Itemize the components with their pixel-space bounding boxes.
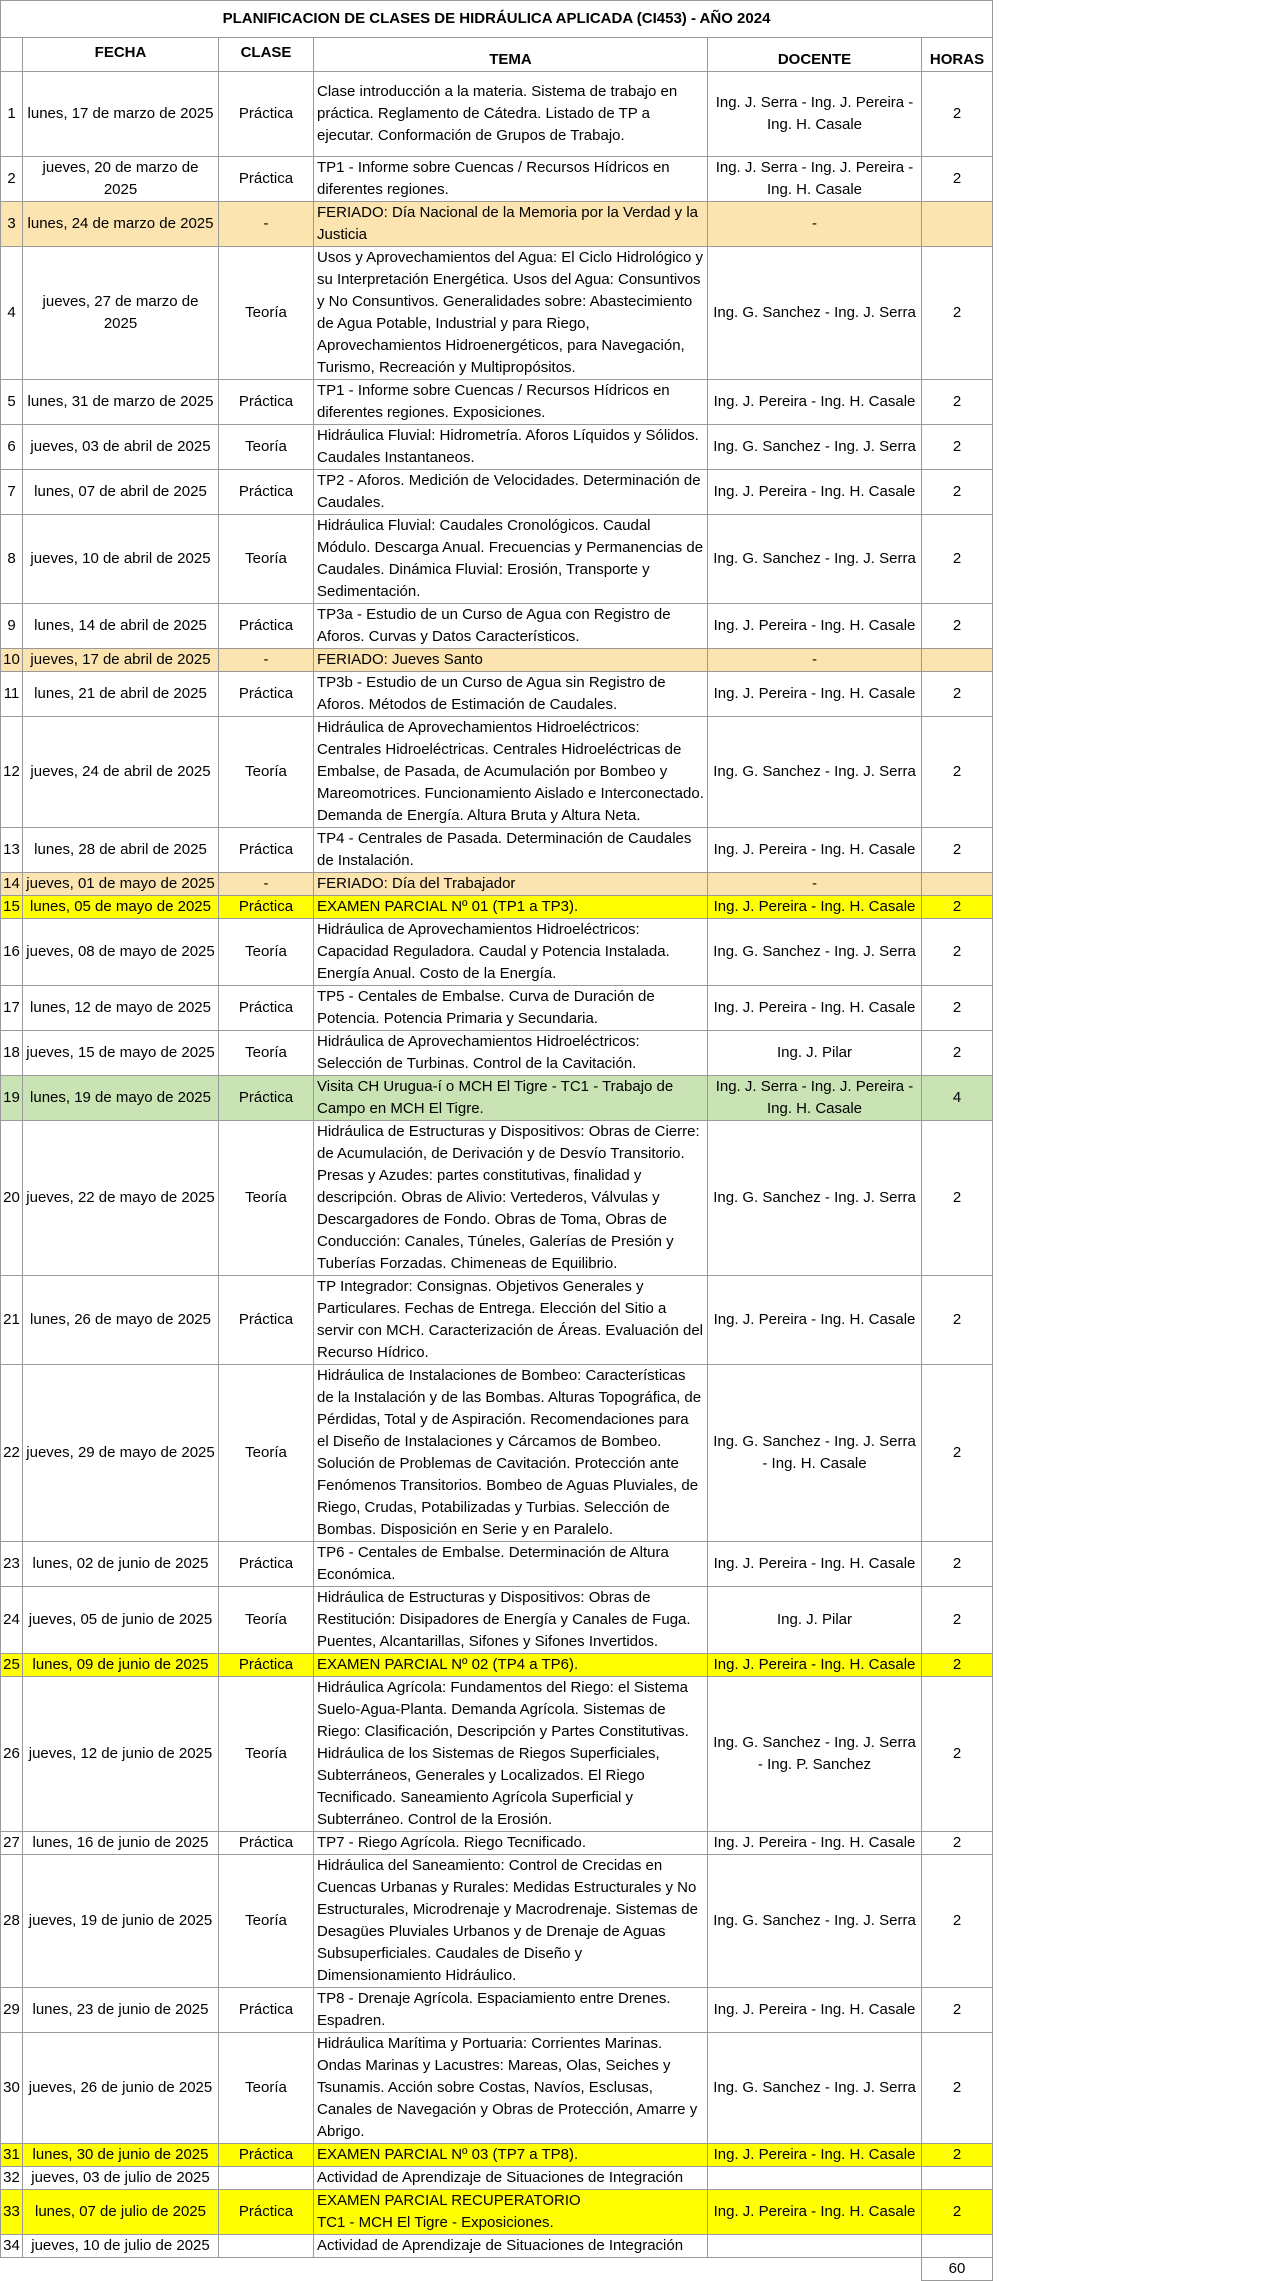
row-horas[interactable]: 2: [922, 1832, 993, 1855]
row-clase[interactable]: Práctica: [219, 986, 314, 1031]
row-docente[interactable]: Ing. J. Pilar: [708, 1031, 922, 1076]
row-horas[interactable]: 2: [922, 1365, 993, 1542]
row-horas[interactable]: 2: [922, 2144, 993, 2167]
row-docente[interactable]: Ing. J. Pereira - Ing. H. Casale: [708, 1542, 922, 1587]
row-docente[interactable]: Ing. G. Sanchez - Ing. J. Serra: [708, 919, 922, 986]
row-fecha[interactable]: lunes, 07 de julio de 2025: [23, 2190, 219, 2235]
blank-cell: [219, 2258, 314, 2281]
row-docente[interactable]: -: [708, 649, 922, 672]
row-fecha[interactable]: jueves, 05 de junio de 2025: [23, 1587, 219, 1654]
row-horas[interactable]: 2: [922, 470, 993, 515]
row-tema[interactable]: Hidráulica Agrícola: Fundamentos del Riego: el Sistema Suelo-Agua-Planta. Demanda Agrícola. Sistemas de Riego: Clasificación, Descripción y Partes Constitutivas. Hidráulica de los Sistemas de Riegos Superficiales, Subterráneos, Generales y Localizados. El Riego Tecnificado. Saneamiento Agrícola Superficial y Subterráneo. Control de la Erosión.: [314, 1677, 708, 1832]
row-clase[interactable]: Práctica: [219, 896, 314, 919]
row-tema[interactable]: Hidráulica de Instalaciones de Bombeo: Características de la Instalación y de las Bombas. Alturas Topográfica, de Pérdidas, Total y de Aspiración. Recomendaciones para el Diseño de Instalaciones y Cárcamos de Bombeo. Solución de Problemas de Cavitación. Protección ante Fenómenos Transitorios. Bombeo de Aguas Pluviales, de Riego, Crudas, Potabilizadas y Turbias. Selección de Bombas. Disposición en Serie y en Paralelo.: [314, 1365, 708, 1542]
row-horas[interactable]: 2: [922, 896, 993, 919]
row-fecha[interactable]: jueves, 08 de mayo de 2025: [23, 919, 219, 986]
row-clase[interactable]: Práctica: [219, 470, 314, 515]
row-horas[interactable]: 4: [922, 1076, 993, 1121]
row-horas[interactable]: 2: [922, 2033, 993, 2144]
row-tema[interactable]: TP7 - Riego Agrícola. Riego Tecnificado.: [314, 1832, 708, 1855]
row-fecha[interactable]: jueves, 03 de julio de 2025: [23, 2167, 219, 2190]
title-row: [1, 1, 993, 38]
header-docente[interactable]: DOCENTE: [708, 38, 922, 72]
row-clase[interactable]: Práctica: [219, 72, 314, 157]
row-number[interactable]: 25: [1, 1654, 23, 1677]
row-horas[interactable]: 2: [922, 515, 993, 604]
row-clase[interactable]: Teoría: [219, 1031, 314, 1076]
row-tema[interactable]: TP6 - Centales de Embalse. Determinación de Altura Económica.: [314, 1542, 708, 1587]
row-tema[interactable]: Clase introducción a la materia. Sistema de trabajo en práctica. Reglamento de Cátedra. Listado de TP a ejecutar. Conformación de Grupos de Trabajo.: [314, 72, 708, 157]
row-number[interactable]: 23: [1, 1542, 23, 1587]
row-horas[interactable]: [922, 2167, 993, 2190]
row-docente[interactable]: Ing. J. Pereira - Ing. H. Casale: [708, 986, 922, 1031]
row-clase[interactable]: Práctica: [219, 1076, 314, 1121]
row-docente[interactable]: Ing. J. Pereira - Ing. H. Casale: [708, 672, 922, 717]
row-tema[interactable]: Hidráulica Marítima y Portuaria: Corrientes Marinas. Ondas Marinas y Lacustres: Mareas, Olas, Seiches y Tsunamis. Acción sobre Costas, Navíos, Esclusas, Canales de Navegación y Obras de Protección, Amarre y Abrigo.: [314, 2033, 708, 2144]
row-tema[interactable]: EXAMEN PARCIAL RECUPERATORIO TC1 - MCH El Tigre - Exposiciones.: [314, 2190, 708, 2235]
blank-cell: [708, 2258, 922, 2281]
table-row: [1, 1654, 993, 1677]
table-row: [1, 2144, 993, 2167]
table-row: [1, 873, 993, 896]
row-number[interactable]: 32: [1, 2167, 23, 2190]
row-horas[interactable]: 2: [922, 247, 993, 380]
row-horas[interactable]: 2: [922, 1677, 993, 1832]
table-row: [1, 649, 993, 672]
table-row: [1, 425, 993, 470]
row-fecha[interactable]: lunes, 09 de junio de 2025: [23, 1654, 219, 1677]
row-docente[interactable]: [708, 2235, 922, 2258]
row-tema[interactable]: TP3b - Estudio de un Curso de Agua sin Registro de Aforos. Métodos de Estimación de Caudales.: [314, 672, 708, 717]
row-fecha[interactable]: lunes, 14 de abril de 2025: [23, 604, 219, 649]
row-tema[interactable]: EXAMEN PARCIAL Nº 02 (TP4 a TP6).: [314, 1654, 708, 1677]
row-fecha[interactable]: jueves, 01 de mayo de 2025: [23, 873, 219, 896]
row-horas[interactable]: 2: [922, 986, 993, 1031]
row-fecha[interactable]: jueves, 22 de mayo de 2025: [23, 1121, 219, 1276]
table-row: [1, 1587, 993, 1654]
row-clase[interactable]: -: [219, 202, 314, 247]
row-number[interactable]: 24: [1, 1587, 23, 1654]
row-docente[interactable]: -: [708, 202, 922, 247]
row-tema[interactable]: TP4 - Centrales de Pasada. Determinación de Caudales de Instalación.: [314, 828, 708, 873]
row-number[interactable]: 33: [1, 2190, 23, 2235]
row-fecha[interactable]: lunes, 17 de marzo de 2025: [23, 72, 219, 157]
table-row: [1, 2235, 993, 2258]
row-horas[interactable]: 2: [922, 1587, 993, 1654]
row-fecha[interactable]: lunes, 30 de junio de 2025: [23, 2144, 219, 2167]
row-tema[interactable]: Actividad de Aprendizaje de Situaciones de Integración: [314, 2235, 708, 2258]
row-docente[interactable]: Ing. J. Pereira - Ing. H. Casale: [708, 470, 922, 515]
header-num[interactable]: [1, 38, 23, 72]
row-docente[interactable]: Ing. J. Pereira - Ing. H. Casale: [708, 604, 922, 649]
row-clase[interactable]: Teoría: [219, 425, 314, 470]
row-clase[interactable]: Práctica: [219, 1654, 314, 1677]
row-fecha[interactable]: lunes, 16 de junio de 2025: [23, 1832, 219, 1855]
row-docente[interactable]: Ing. J. Serra - Ing. J. Pereira - Ing. H. Casale: [708, 1076, 922, 1121]
row-number[interactable]: 9: [1, 604, 23, 649]
row-tema[interactable]: TP1 - Informe sobre Cuencas / Recursos Hídricos en diferentes regiones. Exposiciones.: [314, 380, 708, 425]
row-docente[interactable]: Ing. G. Sanchez - Ing. J. Serra: [708, 425, 922, 470]
header-fecha[interactable]: FECHA: [23, 38, 219, 72]
row-horas[interactable]: 2: [922, 1542, 993, 1587]
row-clase[interactable]: -: [219, 649, 314, 672]
row-docente[interactable]: Ing. J. Pereira - Ing. H. Casale: [708, 1654, 922, 1677]
row-clase[interactable]: Práctica: [219, 2144, 314, 2167]
row-clase[interactable]: Práctica: [219, 2190, 314, 2235]
row-docente[interactable]: Ing. G. Sanchez - Ing. J. Serra: [708, 1121, 922, 1276]
row-number[interactable]: 7: [1, 470, 23, 515]
row-number[interactable]: 10: [1, 649, 23, 672]
blank-cell: [1, 2258, 23, 2281]
table-row: [1, 828, 993, 873]
row-horas[interactable]: 2: [922, 919, 993, 986]
row-fecha[interactable]: lunes, 12 de mayo de 2025: [23, 986, 219, 1031]
table-row: [1, 380, 993, 425]
row-number[interactable]: 20: [1, 1121, 23, 1276]
row-docente[interactable]: Ing. J. Pereira - Ing. H. Casale: [708, 828, 922, 873]
row-horas[interactable]: 2: [922, 380, 993, 425]
row-number[interactable]: 31: [1, 2144, 23, 2167]
total-horas[interactable]: 60: [922, 2258, 993, 2281]
row-number[interactable]: 15: [1, 896, 23, 919]
row-horas[interactable]: [922, 202, 993, 247]
row-number[interactable]: 16: [1, 919, 23, 986]
row-horas[interactable]: 2: [922, 2190, 993, 2235]
table-row: [1, 1031, 993, 1076]
row-tema[interactable]: Visita CH Urugua-í o MCH El Tigre - TC1 - Trabajo de Campo en MCH El Tigre.: [314, 1076, 708, 1121]
header-clase[interactable]: CLASE: [219, 38, 314, 72]
table-row: [1, 515, 993, 604]
row-docente[interactable]: Ing. J. Pereira - Ing. H. Casale: [708, 380, 922, 425]
row-docente[interactable]: Ing. J. Pereira - Ing. H. Casale: [708, 2144, 922, 2167]
row-clase[interactable]: [219, 2167, 314, 2190]
row-tema[interactable]: TP5 - Centales de Embalse. Curva de Duración de Potencia. Potencia Primaria y Secundaria.: [314, 986, 708, 1031]
row-tema[interactable]: Hidráulica del Saneamiento: Control de Crecidas en Cuencas Urbanas y Rurales: Medidas Estructurales y No Estructurales, Microdrenaje y Macrodrenaje. Sistemas de Desagües Pluviales Urbanos y de Drenaje de Aguas Subsuperficiales. Caudales de Diseño y Dimensionamiento Hidráulico.: [314, 1855, 708, 1988]
row-tema[interactable]: TP Integrador: Consignas. Objetivos Generales y Particulares. Fechas de Entrega. Elección del Sitio a servir con MCH. Caracterización de Áreas. Evaluación del Recurso Hídrico.: [314, 1276, 708, 1365]
table-row: [1, 604, 993, 649]
row-clase[interactable]: Teoría: [219, 1677, 314, 1832]
row-number[interactable]: 5: [1, 380, 23, 425]
row-number[interactable]: 6: [1, 425, 23, 470]
row-tema[interactable]: FERIADO: Día del Trabajador: [314, 873, 708, 896]
row-number[interactable]: 26: [1, 1677, 23, 1832]
table-row: [1, 896, 993, 919]
row-horas[interactable]: 2: [922, 157, 993, 202]
row-clase[interactable]: Teoría: [219, 247, 314, 380]
table-row: [1, 157, 993, 202]
row-horas[interactable]: 2: [922, 1654, 993, 1677]
row-number[interactable]: 22: [1, 1365, 23, 1542]
row-fecha[interactable]: jueves, 15 de mayo de 2025: [23, 1031, 219, 1076]
row-horas[interactable]: 2: [922, 1988, 993, 2033]
row-tema[interactable]: Hidráulica de Estructuras y Dispositivos: Obras de Cierre: de Acumulación, de Derivación y de Desvío Transitorio. Presas y Azudes: partes constitutivas, finalidad y descripción. Obras de Alivio: Vertederos, Válvulas y Descargadores de Fondo. Obras de Toma, Obras de Conducción: Canales, Túneles, Galerías de Presión y Tuberías Forzadas. Chimeneas de Equilibrio.: [314, 1121, 708, 1276]
row-clase[interactable]: Teoría: [219, 919, 314, 986]
table-row: [1, 1276, 993, 1365]
row-fecha[interactable]: jueves, 10 de julio de 2025: [23, 2235, 219, 2258]
row-fecha[interactable]: jueves, 20 de marzo de 2025: [23, 157, 219, 202]
row-tema[interactable]: TP1 - Informe sobre Cuencas / Recursos Hídricos en diferentes regiones.: [314, 157, 708, 202]
table-row: [1, 919, 993, 986]
row-fecha[interactable]: lunes, 07 de abril de 2025: [23, 470, 219, 515]
row-docente[interactable]: Ing. J. Pereira - Ing. H. Casale: [708, 1276, 922, 1365]
row-number[interactable]: 3: [1, 202, 23, 247]
row-horas[interactable]: 2: [922, 1031, 993, 1076]
table-row: [1, 470, 993, 515]
blank-cell: [314, 2258, 708, 2281]
row-horas[interactable]: [922, 2235, 993, 2258]
row-horas[interactable]: [922, 873, 993, 896]
row-clase[interactable]: Teoría: [219, 1855, 314, 1988]
row-docente[interactable]: Ing. G. Sanchez - Ing. J. Serra: [708, 1855, 922, 1988]
row-clase[interactable]: Práctica: [219, 828, 314, 873]
row-fecha[interactable]: lunes, 26 de mayo de 2025: [23, 1276, 219, 1365]
row-number[interactable]: 2: [1, 157, 23, 202]
row-number[interactable]: 27: [1, 1832, 23, 1855]
header-tema[interactable]: TEMA: [314, 38, 708, 72]
row-fecha[interactable]: lunes, 02 de junio de 2025: [23, 1542, 219, 1587]
row-clase[interactable]: Teoría: [219, 1365, 314, 1542]
row-fecha[interactable]: jueves, 10 de abril de 2025: [23, 515, 219, 604]
row-number[interactable]: 34: [1, 2235, 23, 2258]
row-clase[interactable]: Teoría: [219, 2033, 314, 2144]
row-fecha[interactable]: jueves, 17 de abril de 2025: [23, 649, 219, 672]
row-docente[interactable]: Ing. G. Sanchez - Ing. J. Serra: [708, 515, 922, 604]
row-number[interactable]: 19: [1, 1076, 23, 1121]
row-tema[interactable]: EXAMEN PARCIAL Nº 01 (TP1 a TP3).: [314, 896, 708, 919]
row-number[interactable]: 17: [1, 986, 23, 1031]
row-clase[interactable]: Práctica: [219, 604, 314, 649]
row-tema[interactable]: FERIADO: Jueves Santo: [314, 649, 708, 672]
row-clase[interactable]: Práctica: [219, 1988, 314, 2033]
row-tema[interactable]: Hidráulica de Estructuras y Dispositivos: Obras de Restitución: Disipadores de Energía y Canales de Fuga. Puentes, Alcantarillas, Sifones y Sifones Invertidos.: [314, 1587, 708, 1654]
row-horas[interactable]: 2: [922, 425, 993, 470]
row-tema[interactable]: Hidráulica Fluvial: Hidrometría. Aforos Líquidos y Sólidos. Caudales Instantaneos.: [314, 425, 708, 470]
row-fecha[interactable]: lunes, 24 de marzo de 2025: [23, 202, 219, 247]
row-tema[interactable]: FERIADO: Día Nacional de la Memoria por la Verdad y la Justicia: [314, 202, 708, 247]
row-tema[interactable]: Hidráulica de Aprovechamientos Hidroeléctricos: Capacidad Reguladora. Caudal y Potencia Instalada. Energía Anual. Costo de la Energía.: [314, 919, 708, 986]
row-docente[interactable]: Ing. J. Pereira - Ing. H. Casale: [708, 2190, 922, 2235]
row-fecha[interactable]: jueves, 26 de junio de 2025: [23, 2033, 219, 2144]
row-fecha[interactable]: lunes, 21 de abril de 2025: [23, 672, 219, 717]
row-clase[interactable]: [219, 2235, 314, 2258]
table-row: [1, 1677, 993, 1832]
row-tema[interactable]: EXAMEN PARCIAL Nº 03 (TP7 a TP8).: [314, 2144, 708, 2167]
row-fecha[interactable]: lunes, 28 de abril de 2025: [23, 828, 219, 873]
row-number[interactable]: 12: [1, 717, 23, 828]
row-fecha[interactable]: lunes, 05 de mayo de 2025: [23, 896, 219, 919]
row-clase[interactable]: Teoría: [219, 717, 314, 828]
table-row: [1, 2033, 993, 2144]
row-fecha[interactable]: jueves, 27 de marzo de 2025: [23, 247, 219, 380]
row-number[interactable]: 30: [1, 2033, 23, 2144]
row-clase[interactable]: Teoría: [219, 1121, 314, 1276]
row-number[interactable]: 14: [1, 873, 23, 896]
table-row: [1, 1121, 993, 1276]
row-tema[interactable]: Hidráulica de Aprovechamientos Hidroeléctricos: Selección de Turbinas. Control de la Cavitación.: [314, 1031, 708, 1076]
row-docente[interactable]: -: [708, 873, 922, 896]
row-docente[interactable]: Ing. J. Pereira - Ing. H. Casale: [708, 1988, 922, 2033]
row-horas[interactable]: 2: [922, 1121, 993, 1276]
row-number[interactable]: 29: [1, 1988, 23, 2033]
row-number[interactable]: 11: [1, 672, 23, 717]
row-clase[interactable]: Práctica: [219, 1832, 314, 1855]
row-number[interactable]: 13: [1, 828, 23, 873]
row-fecha[interactable]: lunes, 19 de mayo de 2025: [23, 1076, 219, 1121]
table-row: [1, 202, 993, 247]
row-docente[interactable]: Ing. J. Serra - Ing. J. Pereira - Ing. H. Casale: [708, 157, 922, 202]
row-clase[interactable]: Práctica: [219, 672, 314, 717]
table-row: [1, 986, 993, 1031]
table-row: [1, 1542, 993, 1587]
row-horas[interactable]: 2: [922, 828, 993, 873]
row-number[interactable]: 28: [1, 1855, 23, 1988]
row-horas[interactable]: 2: [922, 72, 993, 157]
row-docente[interactable]: Ing. J. Pereira - Ing. H. Casale: [708, 1832, 922, 1855]
sheet-title[interactable]: PLANIFICACION DE CLASES DE HIDRÁULICA APLICADA (CI453) - AÑO 2024: [1, 1, 993, 38]
row-docente[interactable]: Ing. G. Sanchez - Ing. J. Serra: [708, 717, 922, 828]
row-docente[interactable]: Ing. G. Sanchez - Ing. J. Serra - Ing. P. Sanchez: [708, 1677, 922, 1832]
row-horas[interactable]: 2: [922, 672, 993, 717]
row-fecha[interactable]: jueves, 19 de junio de 2025: [23, 1855, 219, 1988]
row-docente[interactable]: Ing. J. Pereira - Ing. H. Casale: [708, 896, 922, 919]
row-clase[interactable]: -: [219, 873, 314, 896]
row-clase[interactable]: Práctica: [219, 157, 314, 202]
row-docente[interactable]: [708, 2167, 922, 2190]
row-horas[interactable]: 2: [922, 1276, 993, 1365]
row-horas[interactable]: [922, 649, 993, 672]
header-horas[interactable]: HORAS: [922, 38, 993, 72]
row-horas[interactable]: 2: [922, 717, 993, 828]
row-tema[interactable]: Hidráulica de Aprovechamientos Hidroeléctricos: Centrales Hidroeléctricas. Centrales Hidroeléctricas de Embalse, de Pasada, de Acumulación por Bombeo y Mareomotrices. Funcionamiento Aislado e Interconectado. Demanda de Energía. Altura Bruta y Altura Neta.: [314, 717, 708, 828]
header-row: [1, 38, 993, 72]
row-horas[interactable]: 2: [922, 604, 993, 649]
row-number[interactable]: 21: [1, 1276, 23, 1365]
table-row: [1, 672, 993, 717]
row-horas[interactable]: 2: [922, 1855, 993, 1988]
row-fecha[interactable]: jueves, 29 de mayo de 2025: [23, 1365, 219, 1542]
row-docente[interactable]: Ing. J. Serra - Ing. J. Pereira - Ing. H. Casale: [708, 72, 922, 157]
row-number[interactable]: 4: [1, 247, 23, 380]
row-fecha[interactable]: jueves, 03 de abril de 2025: [23, 425, 219, 470]
row-tema[interactable]: TP3a - Estudio de un Curso de Agua con Registro de Aforos. Curvas y Datos Característicos.: [314, 604, 708, 649]
row-docente[interactable]: Ing. G. Sanchez - Ing. J. Serra: [708, 2033, 922, 2144]
row-tema[interactable]: Hidráulica Fluvial: Caudales Cronológicos. Caudal Módulo. Descarga Anual. Frecuencias y Permanencias de Caudales. Dinámica Fluvial: Erosión, Transporte y Sedimentación.: [314, 515, 708, 604]
row-fecha[interactable]: jueves, 12 de junio de 2025: [23, 1677, 219, 1832]
row-tema[interactable]: TP8 - Drenaje Agrícola. Espaciamiento entre Drenes. Espadren.: [314, 1988, 708, 2033]
row-clase[interactable]: Práctica: [219, 1276, 314, 1365]
row-fecha[interactable]: jueves, 24 de abril de 2025: [23, 717, 219, 828]
table-row: [1, 2167, 993, 2190]
row-number[interactable]: 8: [1, 515, 23, 604]
table-row: [1, 72, 993, 157]
row-tema[interactable]: Actividad de Aprendizaje de Situaciones de Integración: [314, 2167, 708, 2190]
row-fecha[interactable]: lunes, 23 de junio de 2025: [23, 1988, 219, 2033]
table-row: [1, 1365, 993, 1542]
blank-cell: [23, 2258, 219, 2281]
row-docente[interactable]: Ing. J. Pilar: [708, 1587, 922, 1654]
row-clase[interactable]: Práctica: [219, 380, 314, 425]
table-row: [1, 1988, 993, 2033]
row-number[interactable]: 18: [1, 1031, 23, 1076]
row-tema[interactable]: TP2 - Aforos. Medición de Velocidades. Determinación de Caudales.: [314, 470, 708, 515]
row-clase[interactable]: Práctica: [219, 1542, 314, 1587]
table-row: [1, 1832, 993, 1855]
row-tema[interactable]: Usos y Aprovechamientos del Agua: El Ciclo Hidrológico y su Interpretación Energética. Usos del Agua: Consuntivos y No Consuntivos. Generalidades sobre: Abastecimiento de Agua Potable, Industrial y para Riego, Aprovechamientos Hidroenergéticos, para Navegación, Turismo, Recreación y Multipropósitos.: [314, 247, 708, 380]
row-fecha[interactable]: lunes, 31 de marzo de 2025: [23, 380, 219, 425]
table-row: [1, 247, 993, 380]
row-docente[interactable]: Ing. G. Sanchez - Ing. J. Serra: [708, 247, 922, 380]
total-row: [1, 2258, 993, 2281]
row-clase[interactable]: Teoría: [219, 515, 314, 604]
table-row: [1, 1076, 993, 1121]
table-row: [1, 717, 993, 828]
row-clase[interactable]: Teoría: [219, 1587, 314, 1654]
row-number[interactable]: 1: [1, 72, 23, 157]
row-docente[interactable]: Ing. G. Sanchez - Ing. J. Serra - Ing. H. Casale: [708, 1365, 922, 1542]
table-row: [1, 1855, 993, 1988]
table-row: [1, 2190, 993, 2235]
